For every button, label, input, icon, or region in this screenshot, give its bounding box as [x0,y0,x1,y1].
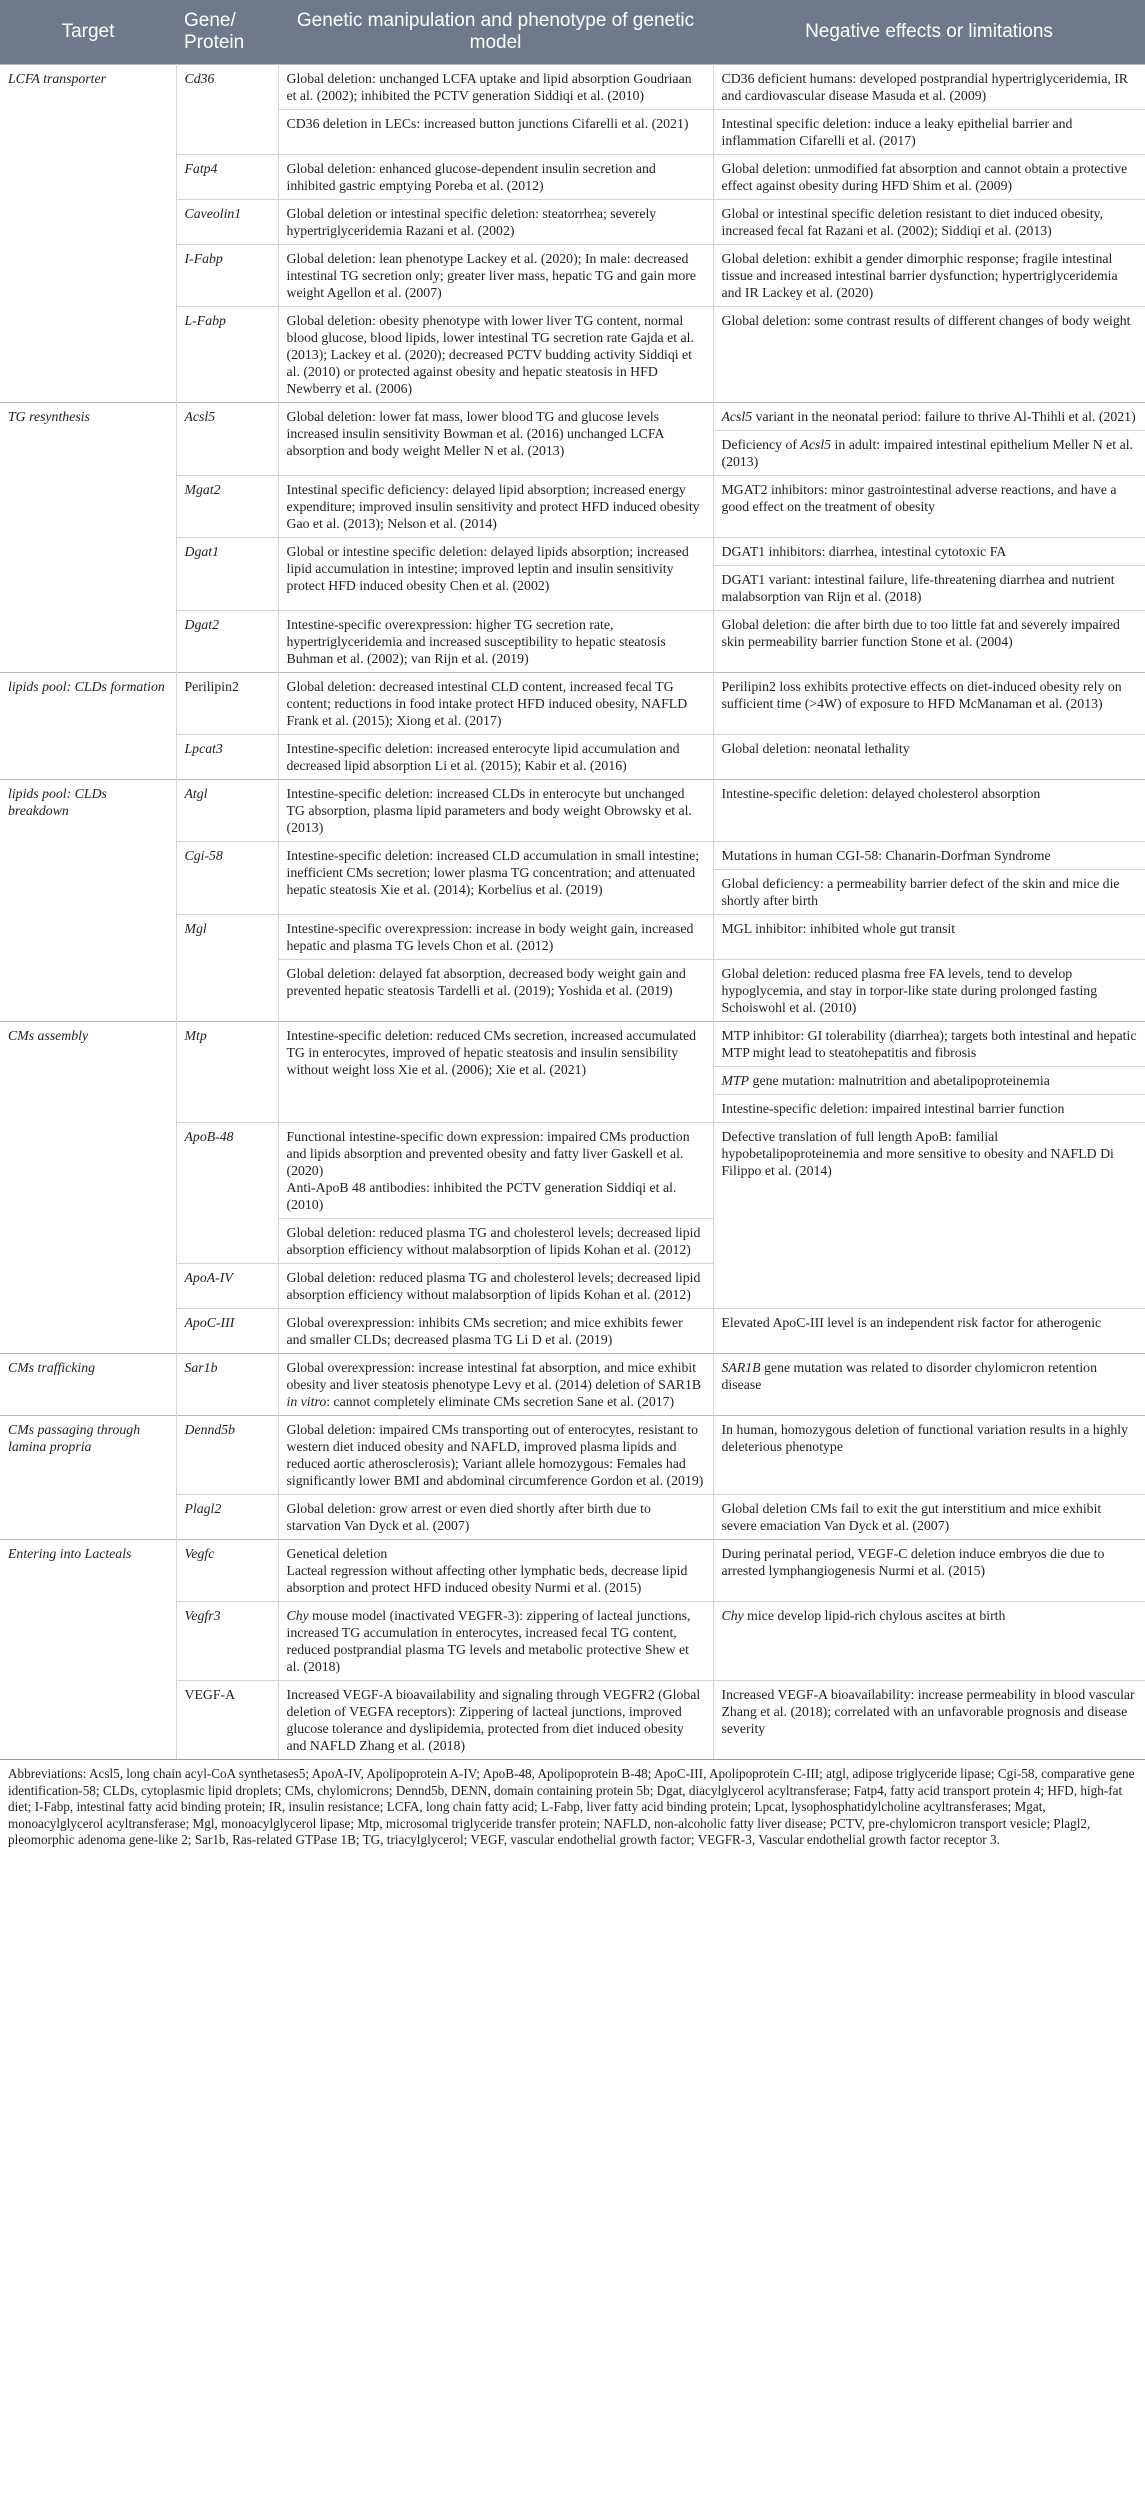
phenotype-text: mouse model (inactivated VEGFR-3): zippering of lacteal junctions, increased TG accumulation in enterocytes, increased fecal TG content, reduced postprandial plasma TG levels and metabolic protective Shew et al. (2018) [286,1608,691,1674]
phenotype-text: : cannot completely eliminate CMs secretion Sane et al. (2017) [326,1394,675,1409]
header-gene: Gene/ Protein [176,0,278,65]
abbreviations-footnote: Abbreviations: Acsl5, long chain acyl-CoA synthetases5; ApoA-IV, Apolipoprotein A-IV; ApoB-48, Apolipoprotein B-48; ApoC-III, Apolipoprotein C-III; atgl, adipose triglyceride lipase; Cgi-58, comparative gene identification-58; CLDs, cytoplasmic lipid droplets; CMs, chylomicrons; Dennd5b, DENN, domain containing protein 5b; Dgat, diacylglycerol acyltransferase; Fatp4, fatty acid transport protein 4; HFD, high-fat diet; I-Fabp, intestinal fatty acid binding protein; IR, insulin resistance; LCFA, long chain fatty acid; L-Fabp, liver fatty acid binding protein; Lpcat, lysophosphatidylcholine acyltransferases; Mgat, monoacylglycerol acyltransferase; Mgl, monoacylglycerol lipase; Mtp, microsomal triglyceride transfer protein; NAFLD, non-alcoholic fatty liver disease; PCTV, pre-chylomicron transport vesicle; Plagl2, pleomorphic adenoma gene-like 2; Sar1b, Ras-related GTPase 1B; TG, triacylglycerol; VEGF, vascular endothelial growth factor; VEGFR-3, Vascular endothelial growth factor receptor 3. [0,1759,1145,1849]
negative-cell: Global deletion: some contrast results of different changes of body weight [713,307,1145,403]
gene-cell: Lpcat3 [176,735,278,780]
gene-cell: Plagl2 [176,1495,278,1540]
negative-cell [713,431,1145,476]
phenotype-text: Global overexpression: increase intestinal fat absorption, and mice exhibit obesity and liver steatosis phenotype Levy et al. (2014) deletion of SAR1B [286,1360,702,1392]
gene-cell: Sar1b [176,1354,278,1416]
phenotype-cell [278,1354,713,1416]
phenotype-cell: Global deletion: delayed fat absorption, decreased body weight gain and prevented hepatic steatosis Tardelli et al. (2019); Yoshida et al. (2019) [278,960,713,1022]
negative-cell: Intestine-specific deletion: impaired intestinal barrier function [713,1095,1145,1123]
phenotype-cell: Intestine-specific deletion: increased enterocyte lipid accumulation and decreased lipid absorption Li et al. (2015); Kabir et al. (2016) [278,735,713,780]
phenotype-cell: Intestinal specific deficiency: delayed lipid absorption; increased energy expenditure; improved insulin sensitivity and protect HFD induced obesity Gao et al. (2013); Nelson et al. (2014) [278,476,713,538]
gene-cell: Dgat2 [176,611,278,673]
negative-cell: Global deletion: unmodified fat absorption and cannot obtain a protective effect against obesity during HFD Shim et al. (2009) [713,155,1145,200]
negative-cell: DGAT1 variant: intestinal failure, life-threatening diarrhea and nutrient malabsorption van Rijn et al. (2018) [713,566,1145,611]
target-cell: lipids pool: CLDs formation [0,673,176,780]
gene-cell: Dgat1 [176,538,278,611]
negative-cell: Increased VEGF-A bioavailability: increase permeability in blood vascular Zhang et al. (2018); correlated with an unfavorable prognosis and disease severity [713,1681,1145,1760]
phenotype-cell: Global deletion: obesity phenotype with lower liver TG content, normal blood glucose, blood lipids, lower intestinal TG secretion rate Gajda et al. (2013); Lackey et al. (2020); decreased PCTV budding activity Siddiqi et al. (2010) or protected against obesity and hepatic steatosis in HFD Newberry et al. (2006) [278,307,713,403]
negative-text: gene mutation: malnutrition and abetalipoproteinemia [749,1073,1050,1088]
phenotype-cell: CD36 deletion in LECs: increased button junctions Cifarelli et al. (2021) [278,110,713,155]
negative-text: Chy [721,1608,744,1623]
phenotype-cell: Intestine-specific overexpression: increase in body weight gain, increased hepatic and plasma TG levels Chon et al. (2012) [278,915,713,960]
phenotype-cell: Global deletion or intestinal specific deletion: steatorrhea; severely hypertriglyceridemia Razani et al. (2002) [278,200,713,245]
negative-cell: Global deficiency: a permeability barrier defect of the skin and mice die shortly after birth [713,870,1145,915]
phenotype-text: Genetical deletion [286,1546,388,1561]
negative-cell: Global deletion CMs fail to exit the gut interstitium and mice exhibit severe emaciation Van Dyck et al. (2007) [713,1495,1145,1540]
phenotype-cell [278,1602,713,1681]
gene-mention: Acsl5 [721,409,753,424]
negative-text: variant in the neonatal period: failure to thrive Al-Thihli et al. (2021) [752,409,1136,424]
negative-cell: Perilipin2 loss exhibits protective effects on diet-induced obesity rely on sufficient time (>4W) of exposure to HFD McManaman et al. (2013) [713,673,1145,735]
phenotype-cell: Global deletion: reduced plasma TG and cholesterol levels; decreased lipid absorption efficiency without malabsorption of lipids Kohan et al. (2012) [278,1219,713,1264]
negative-cell: DGAT1 inhibitors: diarrhea, intestinal cytotoxic FA [713,538,1145,566]
negative-cell [713,1067,1145,1095]
negative-cell [713,1354,1145,1416]
negative-cell [713,403,1145,431]
gene-cell: Mgat2 [176,476,278,538]
table-row [0,1540,1145,1602]
gene-mention: MTP [721,1073,750,1088]
phenotype-cell: Global deletion: reduced plasma TG and cholesterol levels; decreased lipid absorption efficiency without malabsorption of lipids Kohan et al. (2012) [278,1264,713,1309]
phenotype-cell: Global deletion: lean phenotype Lackey et al. (2020); In male: decreased intestinal TG secretion only; greater liver mass, hepatic TG and gain more weight Agellon et al. (2007) [278,245,713,307]
phenotype-cell: Global overexpression: inhibits CMs secretion; and mice exhibits fewer and smaller CLDs; decreased plasma TG Li D et al. (2019) [278,1309,713,1354]
table-row [0,403,1145,431]
header-target: Target [0,0,176,65]
gene-cell: Dennd5b [176,1416,278,1495]
negative-cell: During perinatal period, VEGF-C deletion induce embryos die due to arrested lymphangiogenesis Nurmi et al. (2015) [713,1540,1145,1602]
phenotype-text: in vitro [286,1394,327,1409]
negative-cell: Intestinal specific deletion: induce a leaky epithelial barrier and inflammation Cifarelli et al. (2017) [713,110,1145,155]
gene-cell: Vegfc [176,1540,278,1602]
phenotype-cell: Global deletion: impaired CMs transporting out of enterocytes, resistant to western diet induced obesity and NAFLD, improved plasma lipids and reduced aortic atherosclerosis); Variant allele homozygous: Females had significantly lower BMI and abdominal circumference Gordon et al. (2019) [278,1416,713,1495]
gene-cell: Perilipin2 [176,673,278,735]
table-row [0,1354,1145,1416]
phenotype-text: Anti-ApoB 48 antibodies: inhibited the PCTV generation Siddiqi et al. (2010) [286,1180,677,1212]
phenotype-cell: Intestine-specific overexpression: higher TG secretion rate, hypertriglyceridemia and increased susceptibility to hepatic steatosis Buhman et al. (2002); van Rijn et al. (2019) [278,611,713,673]
table-row [0,65,1145,110]
header-negative: Negative effects or limitations [713,0,1145,65]
phenotype-cell [278,1123,713,1219]
phenotype-cell: Global or intestine specific deletion: delayed lipids absorption; increased lipid accumulation in intestine; improved leptin and insulin sensitivity protect HFD induced obesity Chen et al. (2002) [278,538,713,611]
negative-text: gene mutation was related to disorder chylomicron retention disease [721,1360,1097,1392]
gene-cell: L-Fabp [176,307,278,403]
negative-cell: Global deletion: die after birth due to too little fat and severely impaired skin permeability barrier function Stone et al. (2004) [713,611,1145,673]
phenotype-text: Chy [286,1608,309,1623]
negative-cell: Global deletion: reduced plasma free FA levels, tend to develop hypoglycemia, and stay in torpor-like state during prolonged fasting Schoiswohl et al. (2010) [713,960,1145,1022]
negative-text: in adult: impaired intestinal epithelium Meller N et al. (2013) [721,437,1133,469]
phenotype-cell [278,1540,713,1602]
gene-cell: Cgi-58 [176,842,278,915]
gene-mention: Acsl5 [800,437,832,452]
target-cell: CMs passaging through lamina propria [0,1416,176,1540]
gene-cell: VEGF-A [176,1681,278,1760]
phenotype-cell: Intestine-specific deletion: increased CLDs in enterocyte but unchanged TG absorption, plasma lipid parameters and body weight Obrowsky et al. (2013) [278,780,713,842]
gene-cell: Vegfr3 [176,1602,278,1681]
phenotype-cell: Increased VEGF-A bioavailability and signaling through VEGFR2 (Global deletion of VEGFA receptors): Zippering of lacteal junctions, improved glucose tolerance and dyslipidemia, protected from diet induced obesity and NAFLD Zhang et al. (2018) [278,1681,713,1760]
gene-cell: ApoB-48 [176,1123,278,1264]
header-phenotype: Genetic manipulation and phenotype of genetic model [278,0,713,65]
gene-cell: Cd36 [176,65,278,155]
negative-cell: MTP inhibitor: GI tolerability (diarrhea); targets both intestinal and hepatic MTP might lead to steatohepatitis and fibrosis [713,1022,1145,1067]
negative-cell: Global deletion: exhibit a gender dimorphic response; fragile intestinal tissue and increased intestinal barrier dysfunction; hypertriglyceridemia and IR Lackey et al. (2020) [713,245,1145,307]
gene-cell: ApoC-III [176,1309,278,1354]
target-cell: lipids pool: CLDs breakdown [0,780,176,1022]
negative-cell: In human, homozygous deletion of functional variation results in a highly deleterious phenotype [713,1416,1145,1495]
phenotype-cell: Global deletion: decreased intestinal CLD content, increased fecal TG content; reductions in food intake protect HFD induced obesity, NAFLD Frank et al. (2015); Xiong et al. (2017) [278,673,713,735]
negative-text: mice develop lipid-rich chylous ascites at birth [743,1608,1006,1623]
negative-cell: Elevated ApoC-III level is an independent risk factor for atherogenic [713,1309,1145,1354]
phenotype-cell: Global deletion: grow arrest or even died shortly after birth due to starvation Van Dyck et al. (2007) [278,1495,713,1540]
negative-cell: Global or intestinal specific deletion resistant to diet induced obesity, increased fecal fat Razani et al. (2002); Siddiqi et al. (2013) [713,200,1145,245]
target-cell: CMs assembly [0,1022,176,1354]
negative-cell: Defective translation of full length ApoB: familial hypobetalipoproteinemia and more sensitive to obesity and NAFLD Di Filippo et al. (2014) [713,1123,1145,1309]
table-row [0,1022,1145,1067]
gene-cell: Mtp [176,1022,278,1123]
negative-cell: Intestine-specific deletion: delayed cholesterol absorption [713,780,1145,842]
gene-cell: Caveolin1 [176,200,278,245]
negative-cell: Mutations in human CGI-58: Chanarin-Dorfman Syndrome [713,842,1145,870]
negative-cell: Global deletion: neonatal lethality [713,735,1145,780]
phenotype-cell: Intestine-specific deletion: increased CLD accumulation in small intestine; inefficient CMs secretion; lower plasma TG concentration; and attenuated hepatic steatosis Xie et al. (2014); Korbelius et al. (2019) [278,842,713,915]
negative-cell [713,1602,1145,1681]
negative-cell: MGL inhibitor: inhibited whole gut transit [713,915,1145,960]
phenotype-text: Lacteal regression without affecting other lymphatic beds, decrease lipid absorption and protect HFD induced obesity Nurmi et al. (2015) [286,1563,688,1595]
table-row [0,780,1145,842]
target-cell: LCFA transporter [0,65,176,403]
phenotype-cell: Global deletion: enhanced glucose-dependent insulin secretion and inhibited gastric emptying Poreba et al. (2012) [278,155,713,200]
gene-mention: SAR1B [721,1360,761,1375]
negative-text: Deficiency of [721,437,801,452]
gene-cell: ApoA-IV [176,1264,278,1309]
phenotype-cell: Global deletion: unchanged LCFA uptake and lipid absorption Goudriaan et al. (2002); inhibited the PCTV generation Siddiqi et al. (2010) [278,65,713,110]
negative-cell: MGAT2 inhibitors: minor gastrointestinal adverse reactions, and have a good effect on the treatment of obesity [713,476,1145,538]
table-row [0,673,1145,735]
phenotype-text: Functional intestine-specific down expression: impaired CMs production and lipids absorption and prevented obesity and fatty liver Gaskell et al. (2020) [286,1129,690,1178]
phenotype-cell: Intestine-specific deletion: reduced CMs secretion, increased accumulated TG in enterocytes, improved of hepatic steatosis and insulin sensibility without weight loss Xie et al. (2006); Xie et al. (2021) [278,1022,713,1123]
target-cell: TG resynthesis [0,403,176,673]
target-cell: CMs trafficking [0,1354,176,1416]
negative-cell: CD36 deficient humans: developed postprandial hypertriglyceridemia, IR and cardiovascular disease Masuda et al. (2009) [713,65,1145,110]
table-header-row [0,0,1145,65]
gene-cell: Mgl [176,915,278,1022]
gene-cell: Fatp4 [176,155,278,200]
gene-cell: Acsl5 [176,403,278,476]
gene-cell: Atgl [176,780,278,842]
gene-cell: I-Fabp [176,245,278,307]
phenotype-cell: Global deletion: lower fat mass, lower blood TG and glucose levels increased insulin sensitivity Bowman et al. (2016) unchanged LCFA absorption and body weight Meller N et al. (2013) [278,403,713,476]
table-row [0,1416,1145,1495]
target-cell: Entering into Lacteals [0,1540,176,1760]
